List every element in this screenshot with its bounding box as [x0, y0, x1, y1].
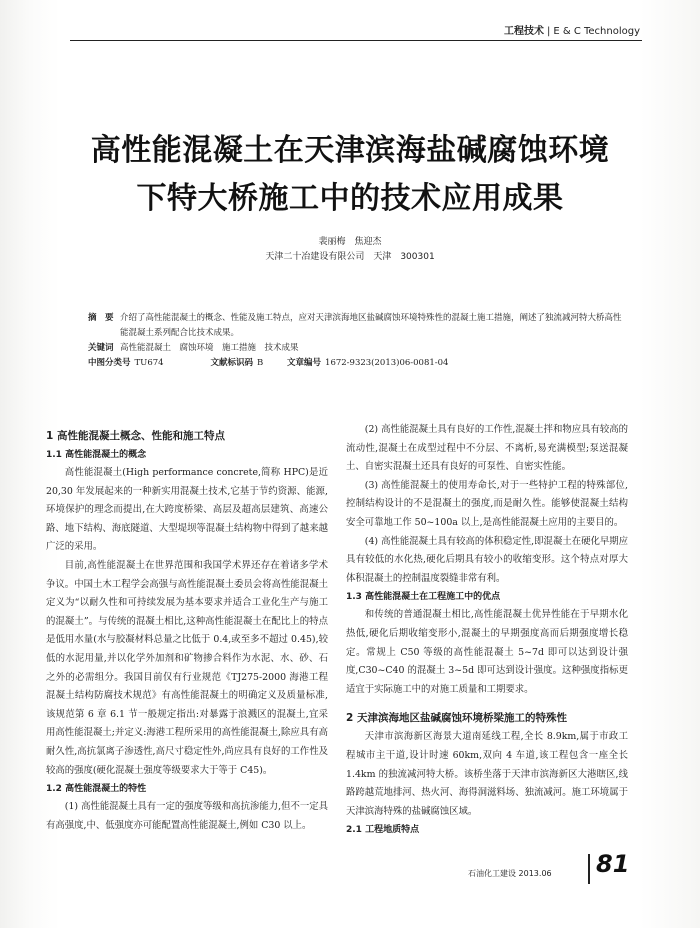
paragraph: (1) 高性能混凝土具有一定的强度等级和高抗渗能力,但不一定具有高强度,中、低强度亦可能配置高性能混凝土,例如 C30 以上。: [46, 801, 328, 831]
classification-row: [88, 356, 628, 371]
doc-code-value: B: [257, 358, 264, 368]
keywords-text: 高性能混凝土 腐蚀环境 施工措施 技术成果: [120, 343, 299, 353]
authors: 裴丽梅 焦迎杰: [318, 237, 382, 247]
paragraph: 目前,高性能混凝土在世界范围和我国学术界还存在着诸多学术争议。中国土木工程学会高强与高性能混凝土委员会将高性能混凝土定义为“以耐久性和可持续发展为基本要求并适合工业化生产与施工的混凝土”。与传统的混凝土相比,这种高性能混凝土在配比上的特点是低用水量(水与胶凝材料总量之比低于 0.4,或至多不超过 0.45),较低的水泥用量,并以化学外加剂和矿物掺合料作为水泥、水、砂、石之外的必需组分。我国目前仅有行业规范《TJ275-2000 海港工程混凝土结构防腐技术规范》有高性能混凝土的明确定义及质量标准,该规范第 6 章 6.1 节一般规定指出:对暴露于浪溅区的混凝土,宜采用高性能混凝土;并定义:海港工程所采用的高性能混凝土,除应具有高耐久性,高抗氯离子渗透性,高尺寸稳定性外,尚应具有良好的工作性及较高的强度(硬化混凝土强度等级要求大于等于 C45)。: [46, 559, 328, 776]
abstract-text: 介绍了高性能混凝土的概念、性能及施工特点，应对天津滨海地区盐碱腐蚀环境特殊性的混凝土施工措施，阐述了独流减河特大桥高性能混凝土系列配合比技术成果。: [120, 313, 622, 338]
left-column: [46, 425, 328, 835]
paragraph: 高性能混凝土(High performance concrete,简称 HPC)是近 20,30 年发展起来的一种新实用混凝土技术,它基于节约资源、能源,环境保护的理念而提出,在大跨度桥梁、高层及超高层建筑、高速公路、地下结构、海底隧道、大型堤坝等混凝土结构物中得到了越来越广泛的采用。: [46, 467, 328, 553]
running-header: [40, 22, 640, 40]
section-heading-2: 2 天津滨海地区盐碱腐蚀环境桥梁施工的特殊性: [346, 712, 567, 725]
paragraph: (2) 高性能混凝土具有良好的工作性,混凝土拌和物应具有较高的流动性,混凝土在成型过程中不分层、不离析,易充满模型;泵送混凝土、自密实混凝土还具有良好的可泵性、自密实性能。: [346, 424, 628, 473]
article-no-label: 文章编号: [287, 358, 322, 368]
subsection-heading-2-1: 2.1 工程地质特点: [346, 825, 420, 836]
keywords-row: [88, 341, 628, 356]
keywords-label: 关键词: [88, 343, 114, 353]
header-section-en: E & C Technology: [553, 26, 640, 37]
subsection-heading-1-3: 1.3 高性能混凝土在工程施工中的优点: [346, 592, 501, 603]
footer-journal: 石油化工建设 2013.06: [468, 869, 552, 878]
header-rule: [70, 40, 642, 41]
abstract-label: 摘 要: [88, 313, 114, 323]
page-number: 81: [596, 850, 630, 878]
title-line-1: 高性能混凝土在天津滨海盐碱腐蚀环境: [90, 133, 610, 168]
section-heading-1: 1 高性能混凝土概念、性能和施工特点: [46, 430, 225, 442]
paragraph: (3) 高性能混凝土的使用寿命长,对于一些特护工程的特殊部位,控制结构设计的不是混凝土的强度,而是耐久性。能够使混凝土结构安全可靠地工作 50~100a 以上,是高性能混凝土应用的主要目的。: [346, 479, 628, 528]
paragraph: 和传统的普通混凝土相比,高性能混凝土优异性能在于早期水化热低,硬化后期收缩变形小,混凝土的早期强度高而后期强度增长稳定。常规上 C50 等级的高性能混凝土 5~7d 即可以达到设计强度,C30~C40 的混凝土 3~5d 即可达到设计强度。这种强度指标更适宜于实际施工中的对施工质量和工期要求。: [346, 609, 628, 695]
article-meta: [88, 311, 628, 371]
article-no-value: 1672-9323(2013)06-0081-04: [325, 358, 449, 368]
right-column: [346, 421, 628, 839]
affiliation: 天津二十冶建设有限公司 天津 300301: [265, 252, 435, 262]
footer-divider: [588, 854, 590, 884]
subsection-heading-1-1: 1.1 高性能混凝土的概念: [46, 450, 147, 460]
clc-label: 中图分类号: [88, 358, 131, 368]
article-title: [30, 127, 670, 223]
header-section-cn: 工程技术: [503, 26, 544, 37]
paragraph: (4) 高性能混凝土具有较高的体积稳定性,即混凝土在硬化早期应具有较低的水化热,硬化后期具有较小的收缩变形。这个特点对厚大体积混凝土的控制温度裂缝非常有利。: [346, 535, 628, 584]
paragraph: 天津市滨海新区海景大道南延线工程,全长 8.9km,属于市政工程城市主干道,设计时速 60km,双向 4 车道,该工程包含一座全长 1.4km 的独流减河特大桥。该桥坐落于天津市滨海新区大港瞎区,线路跨越荒地排河、热火河、海得洞滋料场、独流减河。施工环境属于天津滨海特殊的盐碱腐蚀区域。: [346, 731, 628, 817]
doc-code-label: 文献标识码: [210, 358, 254, 368]
title-line-2: 下特大桥施工中的技术应用成果: [136, 181, 564, 216]
header-separator: |: [546, 26, 551, 37]
subsection-heading-1-2: 1.2 高性能混凝土的特性: [46, 784, 147, 795]
abstract-row: [88, 311, 628, 341]
clc-value: TU674: [134, 358, 164, 368]
